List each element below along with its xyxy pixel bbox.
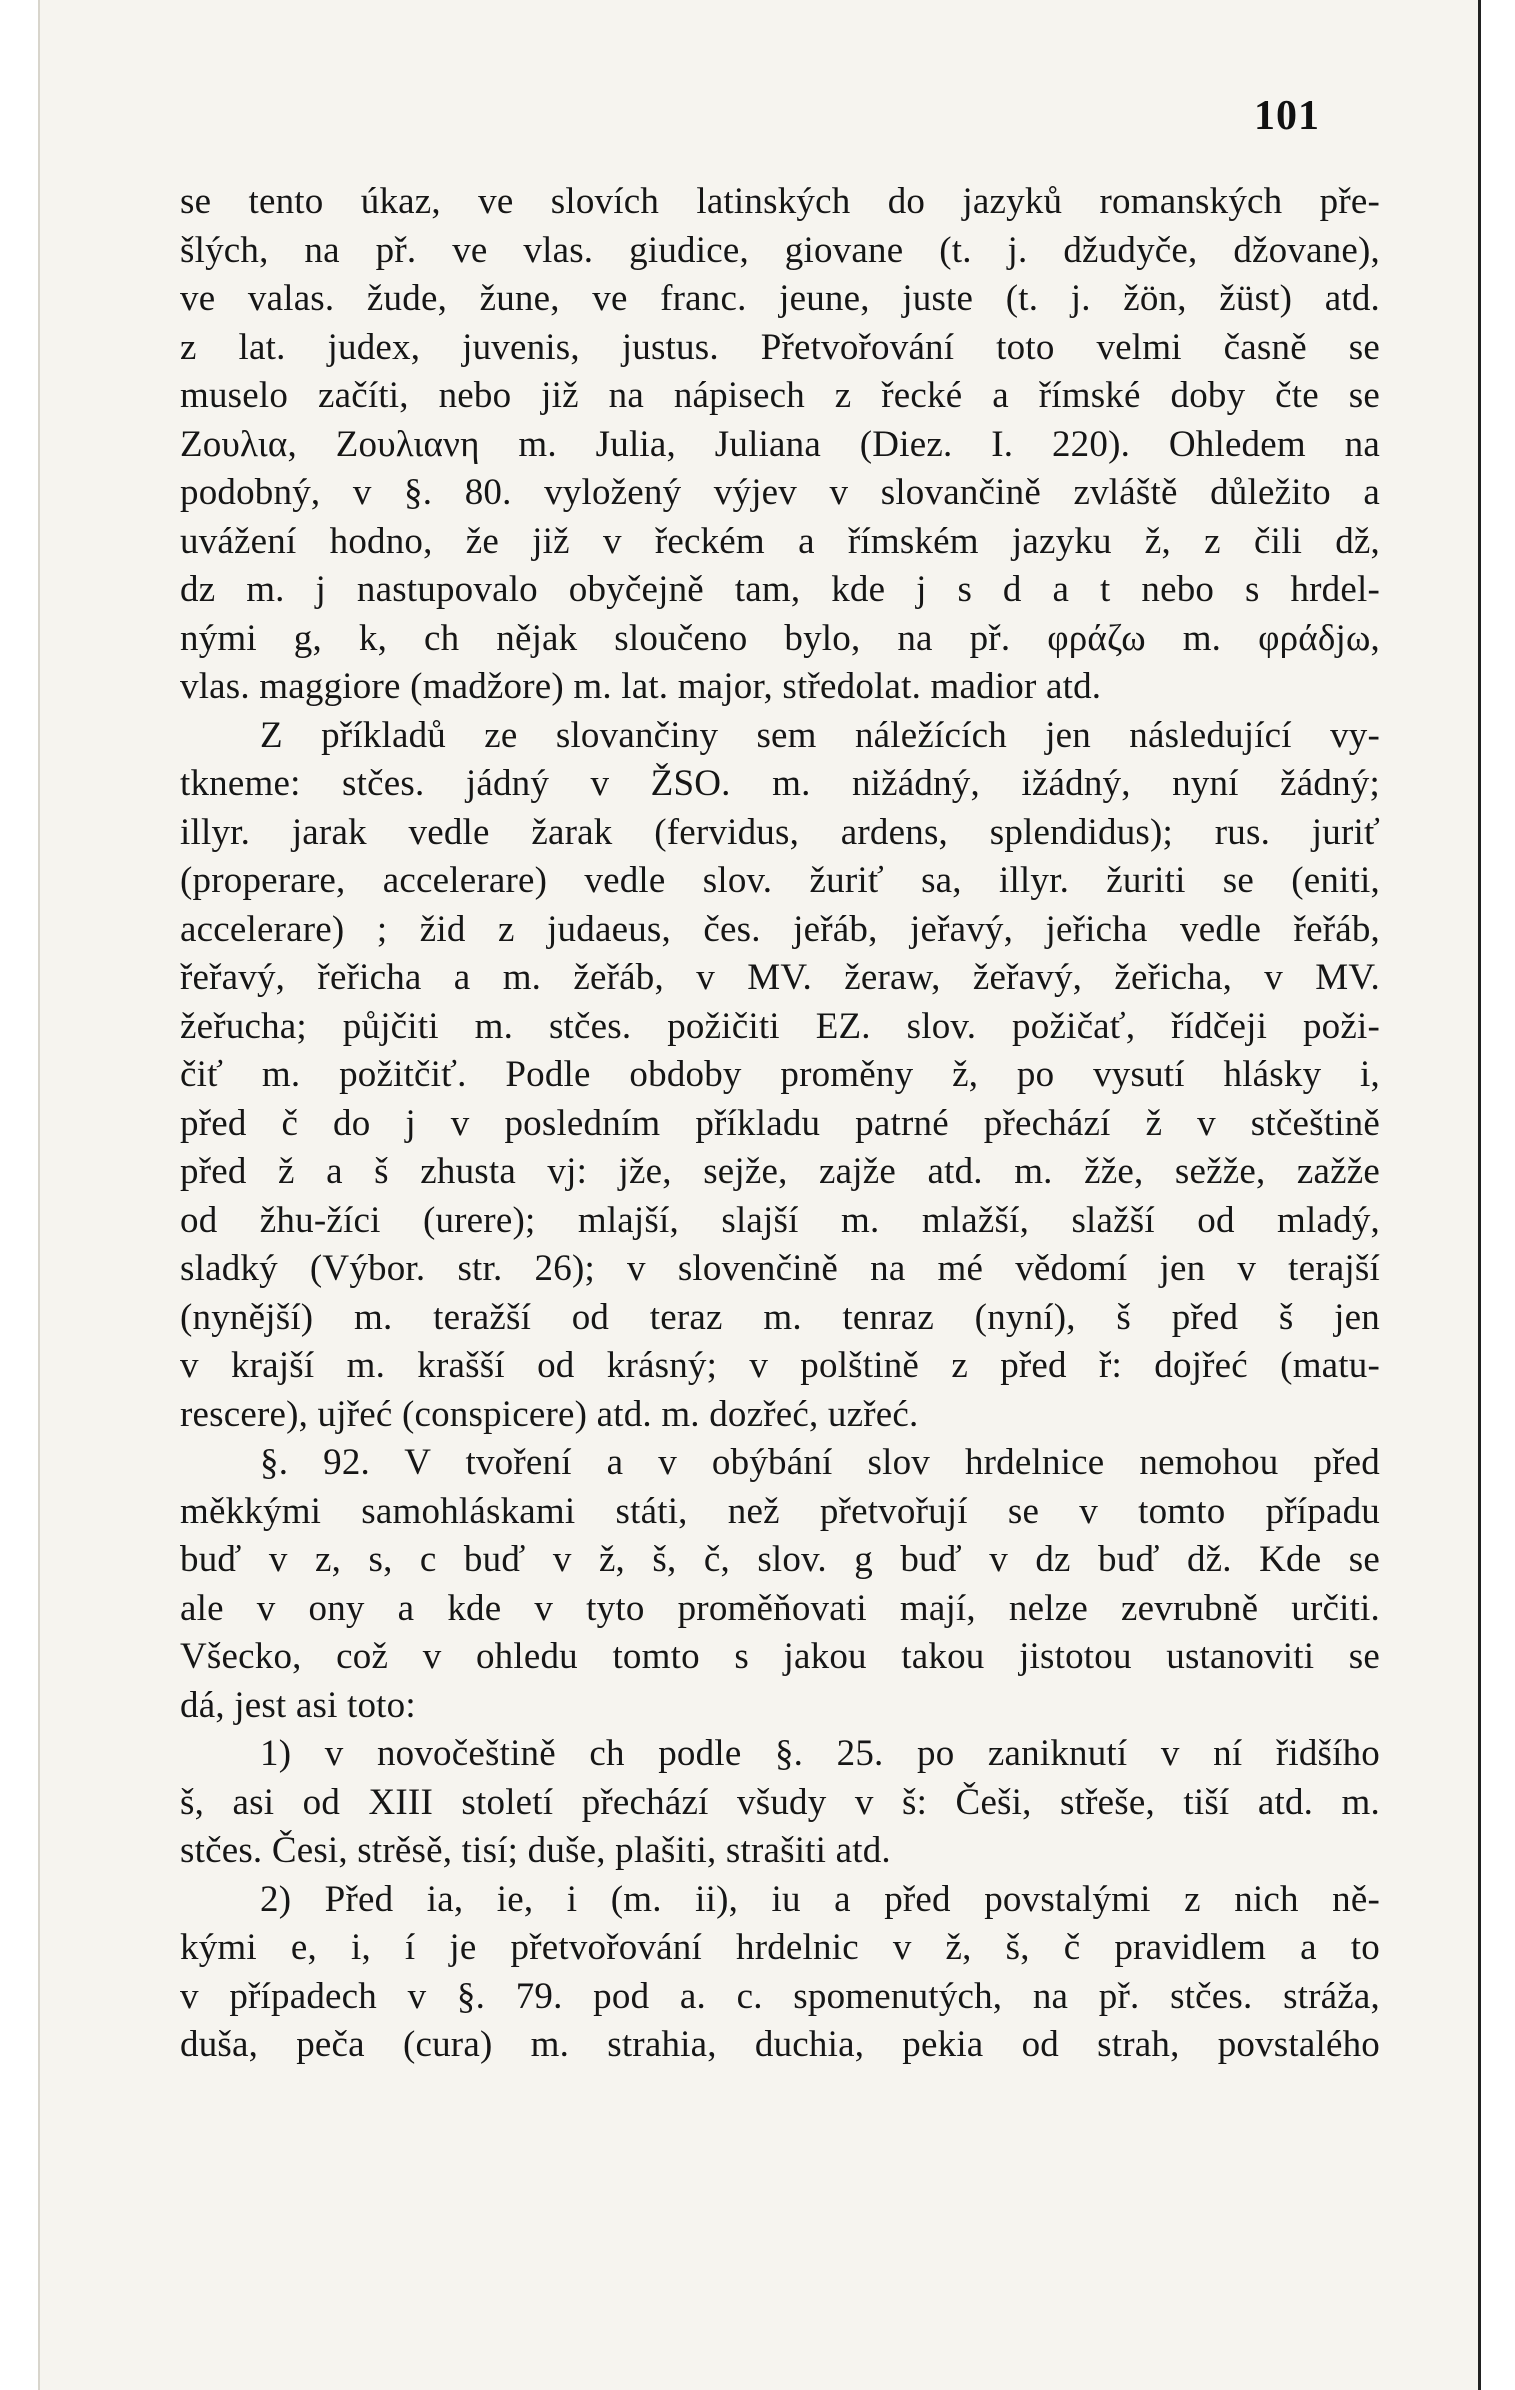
- text-line: Ζουλια, Ζουλιανη m. Julia, Juliana (Diez. I. 220). Ohledem na: [180, 423, 1380, 465]
- text-line: v krajší m. krašší od krásný; v polštině z před ř: dojřeć (matu-: [180, 1345, 1380, 1386]
- scan-edge: [1478, 0, 1515, 2390]
- text-line: dá, jest asi toto:: [180, 1684, 416, 1726]
- text-line: (nynější) m. teražší od teraz m. tenraz (nyní), š před š jen: [180, 1296, 1380, 1338]
- text-line: žeřucha; půjčiti m. stčes. požičiti EZ. slov. požičať, řídčeji poži-: [180, 1005, 1380, 1047]
- text-line: (properare, accelerare) vedle slov. žuriť sa, illyr. žuriti se (eniti,: [180, 860, 1380, 901]
- text-line: š, asi od XIII století přechází všudy v š: Češi, střeše, tiší atd. m.: [180, 1781, 1380, 1823]
- body-text: [180, 178, 1380, 2070]
- text-line: 2) Před ia, ie, i (m. ii), iu a před povstalými z nich ně-: [260, 1878, 1380, 1920]
- text-line: čiť m. požitčiť. Podle obdoby proměny ž, po vysutí hlásky i,: [180, 1054, 1380, 1095]
- text-line: rescere), ujřeć (conspicere) atd. m. dozřeć, uzřeć.: [180, 1393, 919, 1435]
- text-line: duša, peča (cura) m. strahia, duchia, pekia od strah, povstalého: [180, 2024, 1380, 2065]
- text-line: před č do j v posledním příkladu patrné přechází ž v stčeštině: [180, 1102, 1380, 1144]
- text-line: se tento úkaz, ve slovích latinských do jazyků romanských pře-: [180, 181, 1380, 222]
- text-line: accelerare) ; žid z judaeus, čes. jeřáb, jeřavý, jeřicha vedle řeřáb,: [180, 908, 1380, 950]
- text-line: sladký (Výbor. str. 26); v slovenčině na mé vědomí jen v terajší: [180, 1248, 1380, 1289]
- text-line: nými g, k, ch nějak sloučeno bylo, na př. φράζω m. φράδjω,: [180, 617, 1380, 659]
- text-line: uvážení hodno, že již v řeckém a římském jazyku ž, z čili dž,: [180, 520, 1380, 562]
- page-number: 101: [1254, 93, 1320, 139]
- text-line: od žhu-žíci (urere); mlajší, slajší m. mlažší, slažší od mladý,: [180, 1199, 1380, 1241]
- text-line: 1) v novočeštině ch podle §. 25. po zaniknutí v ní řidšího: [260, 1733, 1380, 1774]
- text-line: měkkými samohláskami státi, než přetvořují se v tomto případu: [180, 1490, 1380, 1532]
- text-line: Z příkladů ze slovančiny sem náležících jen následující vy-: [260, 714, 1380, 756]
- text-line: ale v ony a kde v tyto proměňovati mají, nelze zevrubně určiti.: [180, 1587, 1380, 1629]
- text-line: §. 92. V tvoření a v obýbání slov hrdelnice nemohou před: [260, 1442, 1380, 1483]
- text-line: illyr. jarak vedle žarak (fervidus, ardens, splendidus); rus. juriť: [180, 811, 1380, 853]
- text-line: stčes. Česi, strěsě, tisí; duše, plašiti, strašiti atd.: [180, 1830, 891, 1871]
- text-line: před ž a š zhusta vj: jže, sejže, zajže atd. m. žže, sežže, zažže: [180, 1151, 1380, 1192]
- text-line: šlých, na př. ve vlas. giudice, giovane (t. j. džudyče, džovane),: [180, 229, 1380, 271]
- text-line: podobný, v §. 80. vyložený výjev v slovančině zvláště důležito a: [180, 472, 1380, 513]
- text-line: ve valas. žude, žune, ve franc. jeune, juste (t. j. žön, žüst) atd.: [180, 278, 1380, 319]
- text-line: kými e, i, í je přetvořování hrdelnic v ž, š, č pravidlem a to: [180, 1927, 1380, 1968]
- text-line: tkneme: stčes. jádný v ŽSO. m. nižádný, ižádný, nyní žádný;: [180, 763, 1380, 804]
- book-page: [38, 0, 1480, 2390]
- text-line: muselo začíti, nebo již na nápisech z řecké a římské doby čte se: [180, 375, 1380, 416]
- text-line: z lat. judex, juvenis, justus. Přetvořování toto velmi časně se: [180, 326, 1380, 368]
- text-line: vlas. maggiore (madžore) m. lat. major, středolat. madior atd.: [180, 666, 1102, 707]
- text-line: buď v z, s, c buď v ž, š, č, slov. g buď v dz buď dž. Kde se: [180, 1539, 1380, 1580]
- text-line: Všecko, což v ohledu tomto s jakou takou jistotou ustanoviti se: [180, 1636, 1380, 1677]
- text-line: řeřavý, řeřicha a m. žeřáb, v MV. žeraw, žeřavý, žeřicha, v MV.: [180, 957, 1380, 998]
- text-line: dz m. j nastupovalo obyčejně tam, kde j s d a t nebo s hrdel-: [180, 569, 1380, 610]
- text-line: v případech v §. 79. pod a. c. spomenutých, na př. stčes. stráža,: [180, 1975, 1380, 2017]
